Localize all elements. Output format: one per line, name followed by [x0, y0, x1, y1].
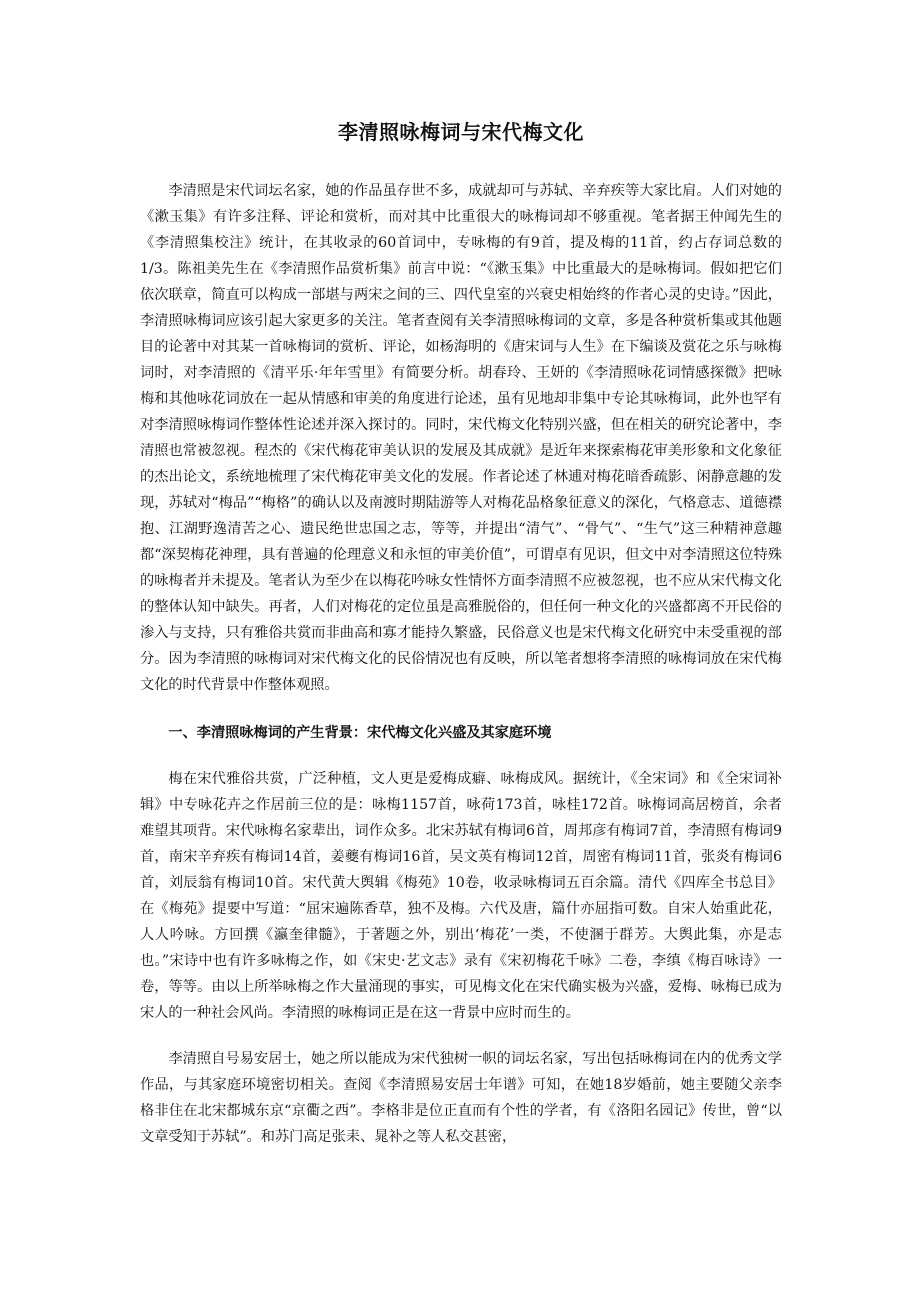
section-paragraph-2: 李清照自号易安居士，她之所以能成为宋代独树一帜的词坛名家，写出包括咏梅词在内的优秀文学作品，与其家庭环境密切相关。查阅《李清照易安居士年谱》可知，在她18岁婚前，她主要随父亲李格非住在北宋都城东京“京衢之西”。李格非是位正直而有个性的学者，有《洛阳名园记》传世，曾“以文章受知于苏轼”。和苏门高足张耒、晁补之等人私交甚密， — [140, 1051, 782, 1145]
section-paragraph-1: 梅在宋代雅俗共赏，广泛种植，文人更是爱梅成癖、咏梅成风。据统计，《全宋词》和《全宋词补辑》中专咏花卉之作居前三位的是：咏梅1157首，咏荷173首，咏桂172首。咏梅词高居榜首，余者难望其项背。宋代咏梅名家辈出，词作众多。北宋苏轼有梅词6首，周邦彦有梅词7首，李清照有梅词9首，南宋辛弃疾有梅词14首，姜夔有梅词16首，吴文英有梅词12首，周密有梅词11首，张炎有梅词6首，刘辰翁有梅词10首。宋代黄大舆辑《梅苑》10卷，收录咏梅词五百余篇。清代《四库全书总目》在《梅苑》提要中写道：“屈宋遍陈香草，独不及梅。六代及唐，篇什亦屈指可数。自宋人始重此花，人人吟咏。方回撰《瀛奎律髓》，于著题之外，别出‘梅花’一类，不使溷于群芳。大舆此集，亦是志也。”宋诗中也有许多咏梅之作，如《宋史·艺文志》录有《宋初梅花千咏》二卷，李缜《梅百咏诗》一卷，等等。由以上所举咏梅之作大量涌现的事实，可见梅文化在宋代确实极为兴盛，爱梅、咏梅已成为宋人的一种社会风尚。李清照的咏梅词正是在这一背景中应时而生的。 — [140, 771, 782, 1021]
section-heading: 一、李清照咏梅词的产生背景：宋代梅文化兴盛及其家庭环境 — [168, 725, 552, 741]
intro-paragraph: 李清照是宋代词坛名家，她的作品虽存世不多，成就却可与苏轼、辛弃疾等大家比肩。人们对她的《漱玉集》有许多注释、评论和赏析，而对其中比重很大的咏梅词却不够重视。笔者据王仲闻先生的《李清照集校注》统计，在其收录的60首词中，专咏梅的有9首，提及梅的11首，约占存词总数的1/3。陈祖美先生在《李清照作品赏析集》前言中说：“《漱玉集》中比重最大的是咏梅词。假如把它们依次联章，简直可以构成一部堪与两宋之间的三、四代皇室的兴衰史相始终的作者心灵的史诗。”因此，李清照咏梅词应该引起大家更多的关注。笔者查阅有关李清照咏梅词的文章，多是各种赏析集或其他题目的论著中对其某一首咏梅词的赏析、评论，如杨海明的《唐宋词与人生》在下编谈及赏花之乐与咏梅词时，对李清照的《清平乐·年年雪里》有简要分析。胡春玲、王妍的《李清照咏花词情感探微》把咏梅和其他咏花词放在一起从情感和审美的角度进行论述，虽有见地却非集中专论其咏梅词，此外也罕有对李清照咏梅词作整体性论述并深入探讨的。同时，宋代梅文化特别兴盛，但在相关的研究论著中，李清照也常被忽视。程杰的《宋代梅花审美认识的发展及其成就》是近年来探索梅花审美形象和文化象征的杰出论文，系统地梳理了宋代梅花审美文化的发展。作者论述了林逋对梅花暗香疏影、闲静意趣的发现，苏轼对“梅品”“梅格”的确认以及南渡时期陆游等人对梅花品格象征意义的深化，气格意志、道德襟抱、江湖野逸清苦之心、遗民绝世忠国之志，等等，并提出“清气”、“骨气”、“生气”这三种精神意趣都“深契梅花神理，具有普遍的伦理意义和永恒的审美价值”，可谓卓有见识，但文中对李清照这位特殊的咏梅者并未提及。笔者认为至少在以梅花吟咏女性情怀方面李清照不应被忽视，也不应从宋代梅文化的整体认知中缺失。再者，人们对梅花的定位虽是高雅脱俗的，但任何一种文化的兴盛都离不开民俗的渗入与支持，只有雅俗共赏而非曲高和寡才能持久繁盛，民俗意义也是宋代梅文化研究中未受重视的部分。因为李清照的咏梅词对宋代梅文化的民俗情况也有反映，所以笔者想将李清照的咏梅词放在宋代梅文化的时代背景中作整体观照。 — [140, 183, 782, 693]
document-title: 李清照咏梅词与宋代梅文化 — [338, 120, 584, 144]
document-page — [140, 118, 782, 1150]
